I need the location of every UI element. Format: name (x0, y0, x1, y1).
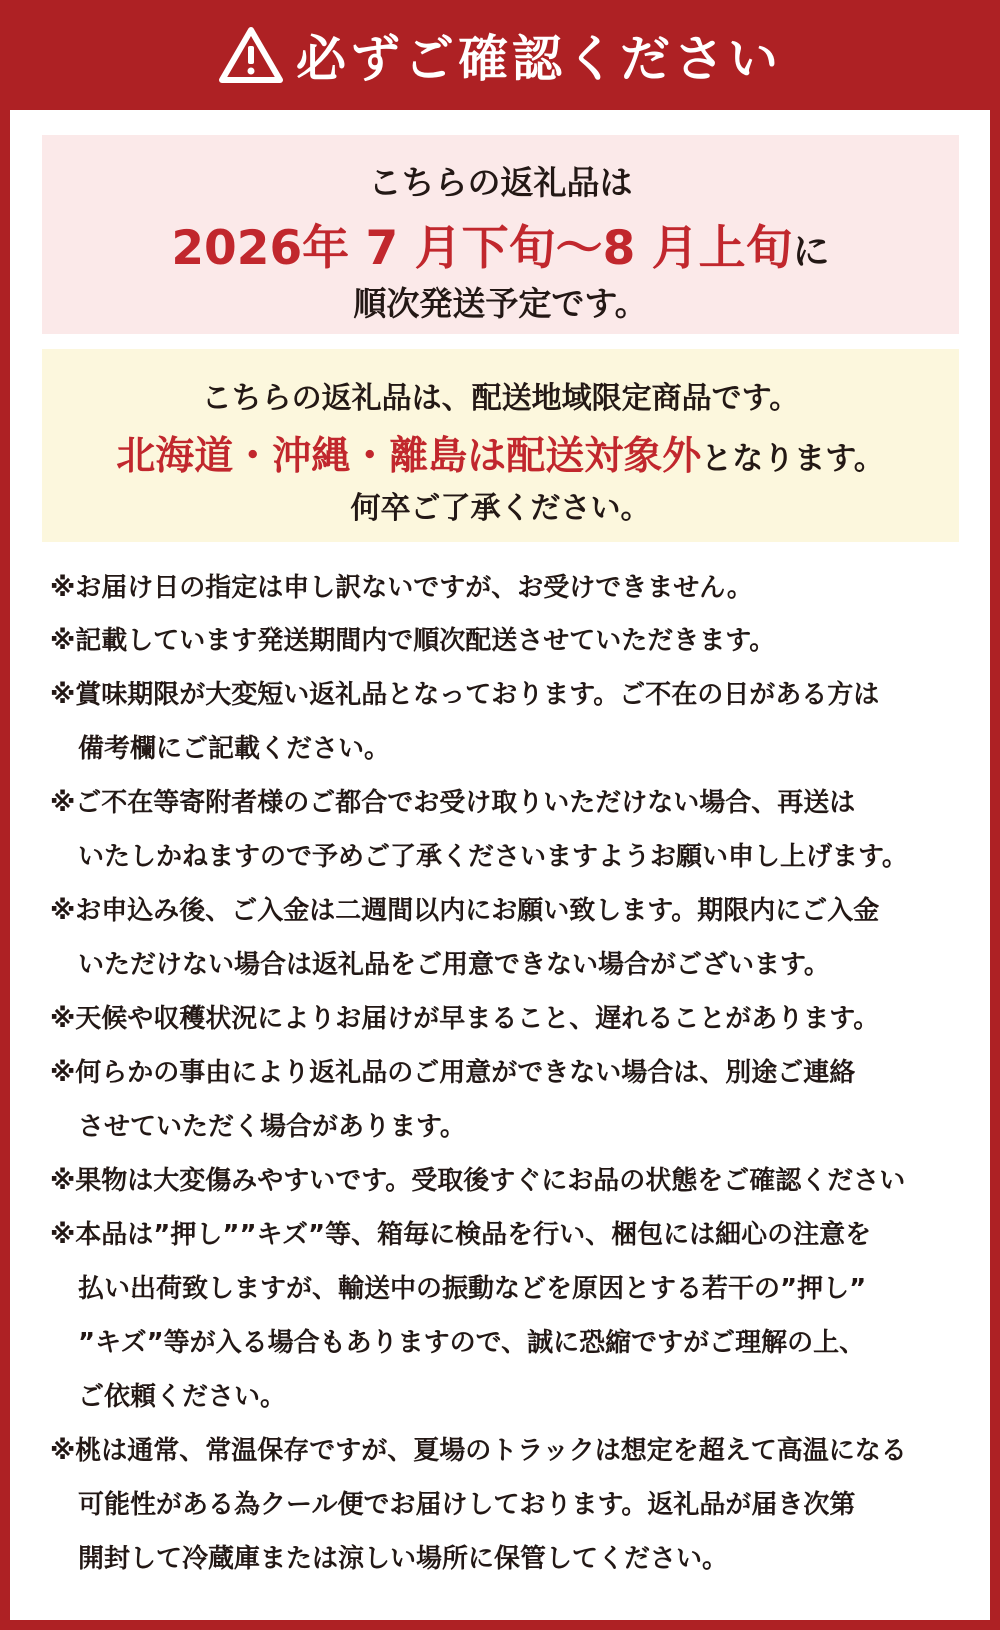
note-line: 開封して冷蔵庫または涼しい場所に保管してください。 (78, 1544, 729, 1574)
shipping-period-box (42, 135, 959, 334)
region-apology: 何卒ご了承ください。 (350, 491, 651, 526)
note-line: いたしかねますので予めご了承くださいますようお願い申し上げます。 (78, 842, 908, 872)
note-line: ※天候や収穫状況によりお届けが早まること、遅れることがあります。 (50, 1004, 880, 1034)
header-banner (0, 0, 1000, 110)
excluded-suffix: となります。 (701, 441, 885, 477)
warning-triangle-icon (218, 26, 284, 84)
shipping-period-line (42, 211, 959, 278)
note-line: ※何らかの事由により返礼品のご用意ができない場合は、別途ご連絡 (50, 1058, 856, 1088)
note-line: ※桃は通常、常温保存ですが、夏場のトラックは想定を超えて高温になる (50, 1436, 907, 1466)
region-excluded-line (42, 425, 959, 481)
note-line: ※ご不在等寄附者様のご都合でお受け取りいただけない場合、再送は (50, 788, 856, 818)
note-line: いただけない場合は返礼品をご用意できない場合がございます。 (78, 950, 830, 980)
note-line: ※賞味期限が大変短い返礼品となっております。ご不在の日がある方は (50, 680, 880, 710)
shipping-period-suffix: に (792, 230, 830, 273)
excluded-regions: 北海道・沖縄・離島は配送対象外 (116, 434, 702, 479)
note-line: ※お届け日の指定は申し訳ないですが、お受けできません。 (50, 573, 753, 603)
shipping-schedule: 順次発送予定です。 (353, 284, 648, 323)
header-title: 必ずご確認ください (296, 30, 782, 88)
region-intro: こちらの返礼品は、配送地域限定商品です。 (201, 381, 800, 416)
shipping-intro: こちらの返礼品は (368, 163, 633, 202)
note-line: 備考欄にご記載ください。 (78, 734, 391, 764)
note-line: ※記載しています発送期間内で順次配送させていただきます。 (50, 626, 776, 656)
note-line: ※お申込み後、ご入金は二週間以内にお願い致します。期限内にご入金 (50, 896, 880, 926)
note-line: ”キズ”等が入る場合もありますので、誠に恐縮ですがご理解の上、 (78, 1328, 866, 1358)
note-line: 可能性がある為クール便でお届けしております。返礼品が届き次第 (78, 1490, 856, 1520)
shipping-period: 2026年 7 月下旬～8 月上旬 (171, 221, 793, 276)
note-line: させていただく場合があります。 (78, 1112, 466, 1142)
header-content (218, 19, 782, 91)
note-line: ご依頼ください。 (78, 1382, 287, 1412)
note-line: 払い出荷致しますが、輸送中の振動などを原因とする若干の”押し” (78, 1274, 867, 1304)
note-line: ※本品は”押し””キズ”等、箱毎に検品を行い、梱包には細心の注意を (50, 1220, 872, 1250)
delivery-region-box (42, 349, 959, 542)
note-line: ※果物は大変傷みやすいです。受取後すぐにお品の状態をご確認ください (50, 1166, 906, 1196)
